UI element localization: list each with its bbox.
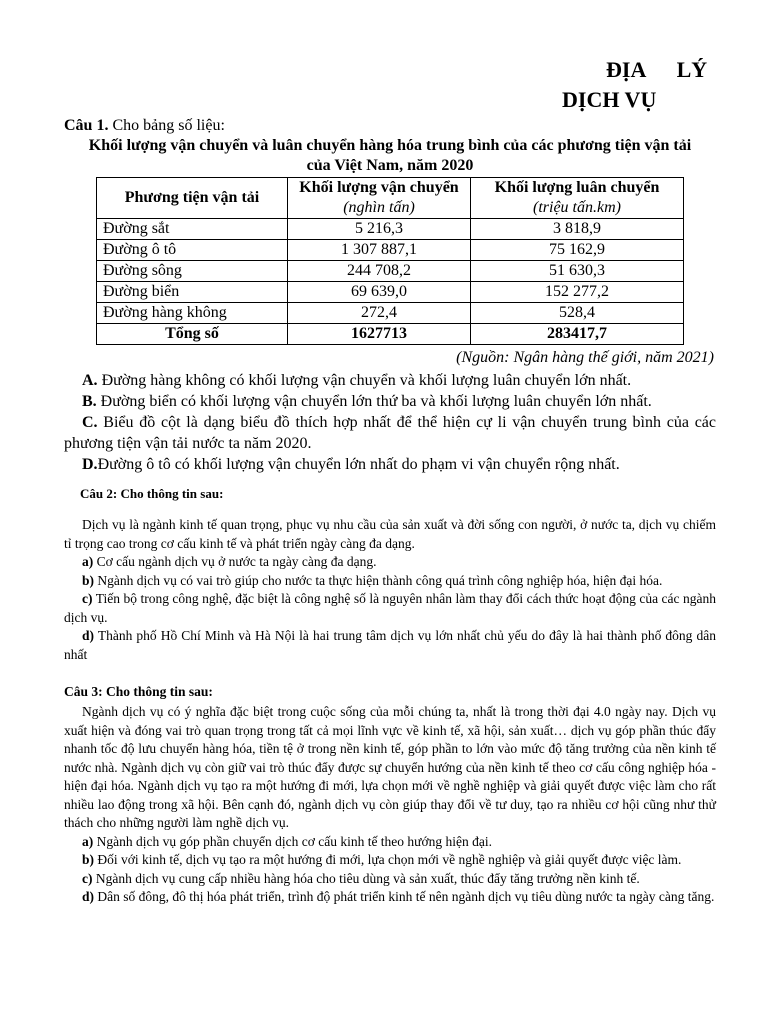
row-name: Đường hàng không: [97, 303, 288, 324]
question-1-options: [64, 370, 716, 475]
statement-d: d) Dân số đông, đô thị hóa phát triển, trình độ phát triển kinh tế nên ngành dịch vụ tiêu dùng nước ta ngày càng tăng.: [82, 889, 715, 904]
total-turnover: 283417,7: [471, 324, 684, 345]
row-turnover: 528,4: [471, 303, 684, 324]
table-header-row: [97, 178, 684, 219]
table-title: Khối lượng vận chuyển và luân chuyển hàng hóa trung bình của các phương tiện vận tải của Việt Nam, năm 2020: [88, 137, 692, 174]
row-name: Đường sông: [97, 261, 288, 282]
row-turnover: 51 630,3: [471, 261, 684, 282]
option-a: A. Đường hàng không có khối lượng vận chuyển và khối lượng luân chuyển lớn nhất.: [82, 372, 632, 389]
question-2-intro: Dịch vụ là ngành kinh tế quan trọng, phục vụ nhu cầu của sản xuất và đời sống con người, ở nước ta, dịch vụ chiếm tỉ trọng cao trong cơ cấu kinh tế và phát triển ngày càng đa dạng.: [64, 517, 716, 551]
question-2-body: [64, 516, 716, 664]
row-volume: 69 639,0: [288, 282, 471, 303]
question-2-heading: Câu 2: Cho thông tin sau:: [80, 486, 224, 501]
statement-d: d) Thành phố Hồ Chí Minh và Hà Nội là hai trung tâm dịch vụ lớn nhất chủ yếu do đây là hai thành phố đông dân nhất: [64, 628, 716, 662]
row-turnover: 152 277,2: [471, 282, 684, 303]
row-turnover: 75 162,9: [471, 240, 684, 261]
question-3-intro: Ngành dịch vụ có ý nghĩa đặc biệt trong cuộc sống của mỗi chúng ta, nhất là trong thời đại 4.0 ngày nay. Dịch vụ xuất hiện và đóng vai trò quan trọng trong tất cả mọi lĩnh vực về kinh tế, xã hội, sản xuất… dịch vụ góp phần thúc đẩy nhanh tốc độ lưu chuyển hàng hóa, tiền tệ ở trong nền kinh tế, góp phần to lớn vào mức độ tăng trưởng của nền kinh tế nước nhà. Ngành dịch vụ còn giữ vai trò thúc đẩy được sự chuyển hướng của nền kinh tế theo cơ cấu công nghiệp hóa - hiện đại hóa. Ngành dịch vụ tạo ra một hướng đi mới, lựa chọn mới về nghề nghiệp và giải quyết được việc làm cho rất nhiều lao động trong xã hội. Bên cạnh đó, ngành dịch vụ còn giúp thay đổi về tư duy, tạo ra nhiều cơ hội cũng như thử thách cho những người làm nghề dịch vụ.: [64, 704, 716, 830]
col-header-volume: Khối lượng vận chuyển (nghìn tấn): [288, 178, 471, 219]
question-1-prompt: Cho bảng số liệu:: [108, 117, 225, 134]
row-volume: 244 708,2: [288, 261, 471, 282]
col-unit-volume: (nghìn tấn): [343, 199, 415, 216]
col-header-turnover: Khối lượng luân chuyển (triệu tấn.km): [471, 178, 684, 219]
statement-b: b) Đối với kinh tế, dịch vụ tạo ra một hướng đi mới, lựa chọn mới về nghề nghiệp và giải quyết được việc làm.: [82, 852, 682, 867]
total-name: Tổng số: [97, 324, 288, 345]
row-name: Đường ô tô: [97, 240, 288, 261]
question-1-header: [64, 116, 716, 136]
title-block: [558, 57, 738, 113]
row-volume: 272,4: [288, 303, 471, 324]
statement-c: c) Ngành dịch vụ cung cấp nhiều hàng hóa cho tiêu dùng và sản xuất, thúc đẩy tăng trưởng nền kinh tế.: [82, 870, 640, 886]
row-volume: 1 307 887,1: [288, 240, 471, 261]
statement-c: c) Tiến bộ trong công nghệ, đặc biệt là công nghệ số là nguyên nhân làm thay đổi cách thức hoạt động của các ngành dịch vụ.: [64, 591, 716, 625]
option-b: B. Đường biển có khối lượng vận chuyển lớn thứ ba và khối lượng luân chuyển lớn nhất.: [82, 393, 652, 410]
option-c: C. Biểu đồ cột là dạng biểu đồ thích hợp nhất để thể hiện cự li vận chuyển trung bình của các phương tiện vận tải nước ta năm 2020.: [64, 414, 716, 452]
table-row: [97, 303, 684, 324]
table-row: [97, 219, 684, 240]
row-name: Đường sắt: [97, 219, 288, 240]
question-3-heading: Câu 3: Cho thông tin sau:: [64, 684, 213, 699]
table-row: [97, 282, 684, 303]
row-turnover: 3 818,9: [471, 219, 684, 240]
total-volume: 1627713: [288, 324, 471, 345]
question-1-label: Câu 1.: [64, 117, 109, 134]
question-3-body: [64, 703, 716, 907]
title-line-2: DỊCH VỤ: [562, 87, 657, 112]
statement-b: b) Ngành dịch vụ có vai trò giúp cho nước ta thực hiện thành công quá trình công nghiệp hóa, hiện đại hóa.: [82, 572, 663, 588]
table-row: [97, 240, 684, 261]
statement-a: a) Cơ cấu ngành dịch vụ ở nước ta ngày càng đa dạng.: [82, 554, 377, 569]
table-source: (Nguồn: Ngân hàng thế giới, năm 2021): [456, 349, 714, 366]
table-total-row: [97, 324, 684, 345]
title-line-1: ĐỊA LÝ: [606, 57, 708, 82]
table-row: [97, 261, 684, 282]
row-volume: 5 216,3: [288, 219, 471, 240]
row-name: Đường biển: [97, 282, 288, 303]
question-1: [64, 116, 716, 176]
statement-a: a) Ngành dịch vụ góp phần chuyển dịch cơ cấu kinh tế theo hướng hiện đại.: [82, 833, 492, 849]
col-header-vehicle: Phương tiện vận tải: [97, 178, 288, 219]
option-d: D.Đường ô tô có khối lượng vận chuyển lớn nhất do phạm vi vận chuyển rộng nhất.: [82, 456, 620, 473]
col-unit-turnover: (triệu tấn.km): [533, 199, 621, 216]
data-table: [96, 177, 684, 345]
